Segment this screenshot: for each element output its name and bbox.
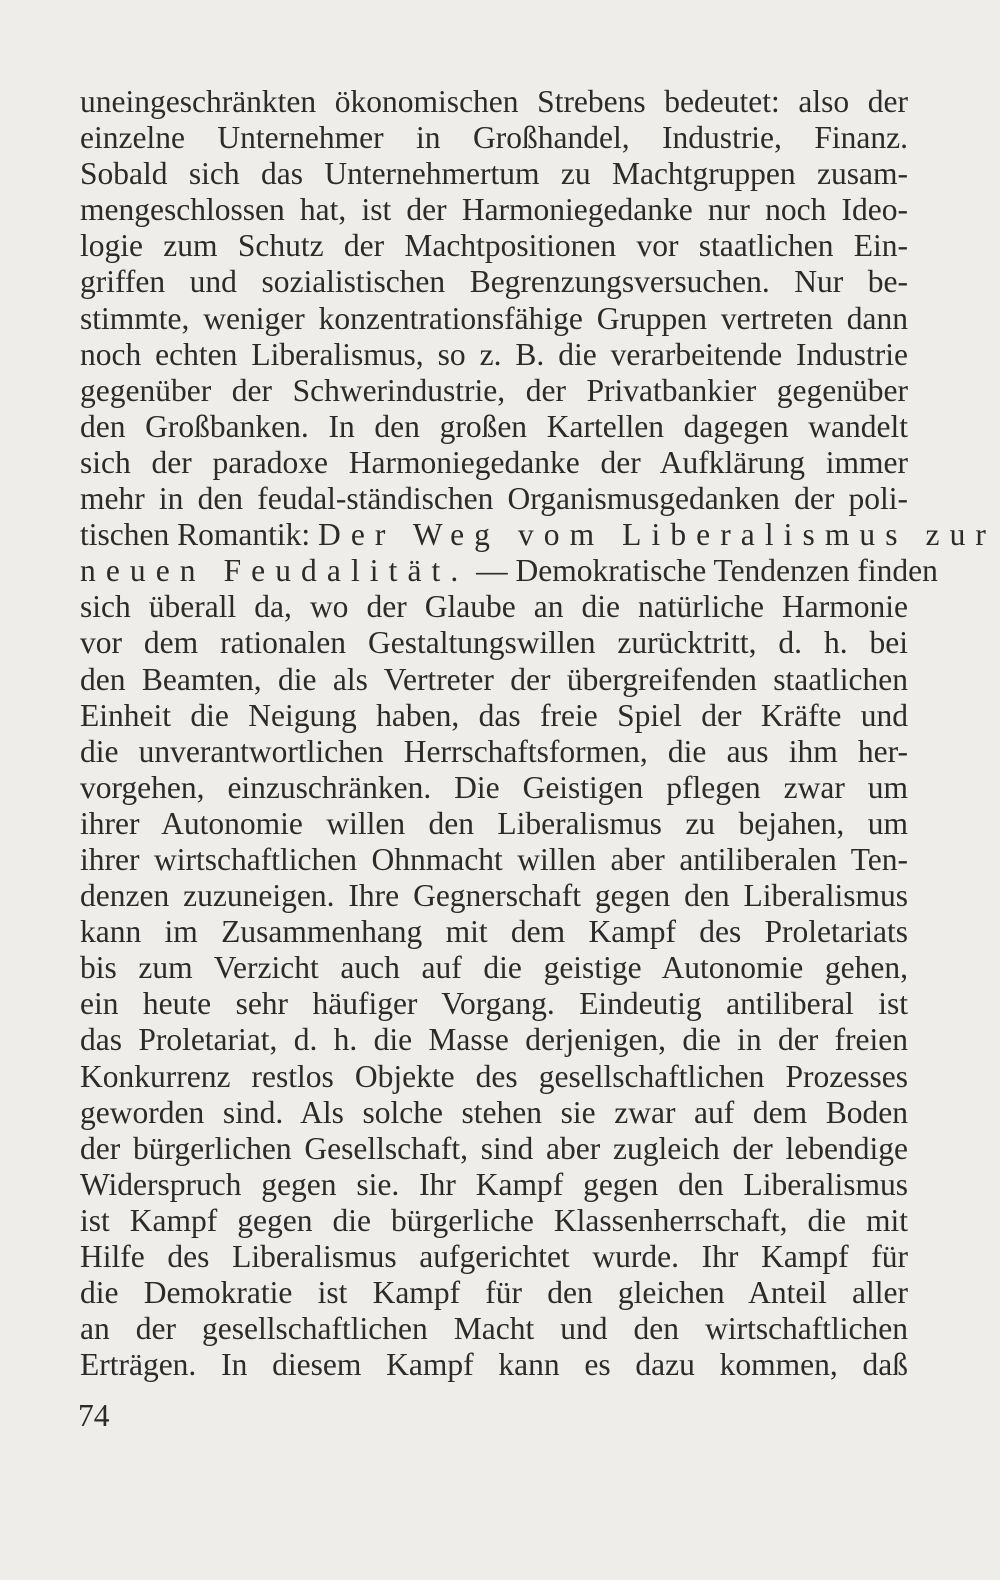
text-line: griffen und sozialistischen Begrenzungsversuchen. Nur be-	[80, 264, 908, 300]
text-line: die unverantwortlichen Herrschaftsformen, die aus ihm her-	[80, 733, 908, 769]
text-line: das Proletariat, d. h. die Masse derjenigen, die in der freien	[80, 1022, 908, 1058]
text-line: Hilfe des Liberalismus aufgerichtet wurde. Ihr Kampf für	[80, 1239, 908, 1274]
text-line: Widerspruch gegen sie. Ihr Kampf gegen den Liberalismus	[80, 1166, 908, 1202]
text-line: uneingeschränkten ökonomischen Strebens bedeutet: also der	[80, 84, 908, 119]
text-line-spaced	[80, 517, 997, 553]
text-line: vor dem rationalen Gestaltungswillen zurücktritt, d. h. bei	[80, 625, 908, 661]
line-prefix: tischen Romantik:	[80, 517, 318, 553]
emphasized-phrase: neuen Feudalität.	[80, 553, 469, 589]
text-line: einzelne Unternehmer in Großhandel, Industrie, Finanz.	[80, 120, 908, 156]
text-line: sich der paradoxe Harmoniegedanke der Aufklärung immer	[80, 444, 908, 480]
text-line: der bürgerlichen Gesellschaft, sind aber zugleich der lebendige	[80, 1130, 908, 1166]
emphasized-phrase: Der Weg vom Liberalismus zur	[317, 517, 997, 553]
text-line: mengeschlossen hat, ist der Harmoniegedanke nur noch Ideo-	[80, 192, 908, 228]
text-line: Erträgen. In diesem Kampf kann es dazu kommen, daß	[80, 1347, 908, 1383]
line-suffix: — Demokratische Tendenzen finden	[468, 553, 938, 589]
text-line: Einheit die Neigung haben, das freie Spiel der Kräfte und	[80, 697, 908, 733]
text-line: mehr in den feudal-ständischen Organismusgedanken der poli-	[80, 481, 908, 517]
text-line: denzen zuzuneigen. Ihre Gegnerschaft gegen den Liberalismus	[80, 878, 908, 914]
text-line: noch echten Liberalismus, so z. B. die verarbeitende Industrie	[80, 336, 908, 372]
text-line: gegenüber der Schwerindustrie, der Privatbankier gegenüber	[80, 372, 908, 408]
text-line: kann im Zusammenhang mit dem Kampf des Proletariats	[80, 914, 908, 950]
text-line: sich überall da, wo der Glaube an die natürliche Harmonie	[80, 589, 908, 625]
text-line: die Demokratie ist Kampf für den gleichen Anteil aller	[80, 1275, 908, 1311]
text-line: ihrer Autonomie willen den Liberalismus zu bejahen, um	[80, 805, 908, 841]
text-line: ein heute sehr häufiger Vorgang. Eindeutig antiliberal ist	[80, 986, 908, 1022]
text-line: den Großbanken. In den großen Kartellen dagegen wandelt	[80, 408, 908, 444]
text-line: Konkurrenz restlos Objekte des gesellschaftlichen Prozesses	[80, 1058, 908, 1094]
text-line: ist Kampf gegen die bürgerliche Klassenherrschaft, die mit	[80, 1202, 908, 1238]
text-line-spaced	[80, 553, 938, 589]
text-line: Sobald sich das Unternehmertum zu Machtgruppen zusam-	[80, 156, 908, 192]
body-text	[80, 84, 997, 1383]
text-line: stimmte, weniger konzentrationsfähige Gruppen vertreten dann	[80, 300, 908, 336]
text-line: bis zum Verzicht auch auf die geistige Autonomie gehen,	[80, 950, 908, 986]
text-line: ihrer wirtschaftlichen Ohnmacht willen aber antiliberalen Ten-	[80, 841, 908, 877]
text-line: den Beamten, die als Vertreter der übergreifenden staatlichen	[80, 661, 908, 697]
text-line: geworden sind. Als solche stehen sie zwar auf dem Boden	[80, 1094, 908, 1130]
text-line: logie zum Schutz der Machtpositionen vor staatlichen Ein-	[80, 228, 908, 264]
text-line: vorgehen, einzuschränken. Die Geistigen pflegen zwar um	[80, 769, 908, 805]
text-line: an der gesellschaftlichen Macht und den wirtschaftlichen	[80, 1311, 908, 1347]
page-number: 74	[78, 1398, 110, 1433]
